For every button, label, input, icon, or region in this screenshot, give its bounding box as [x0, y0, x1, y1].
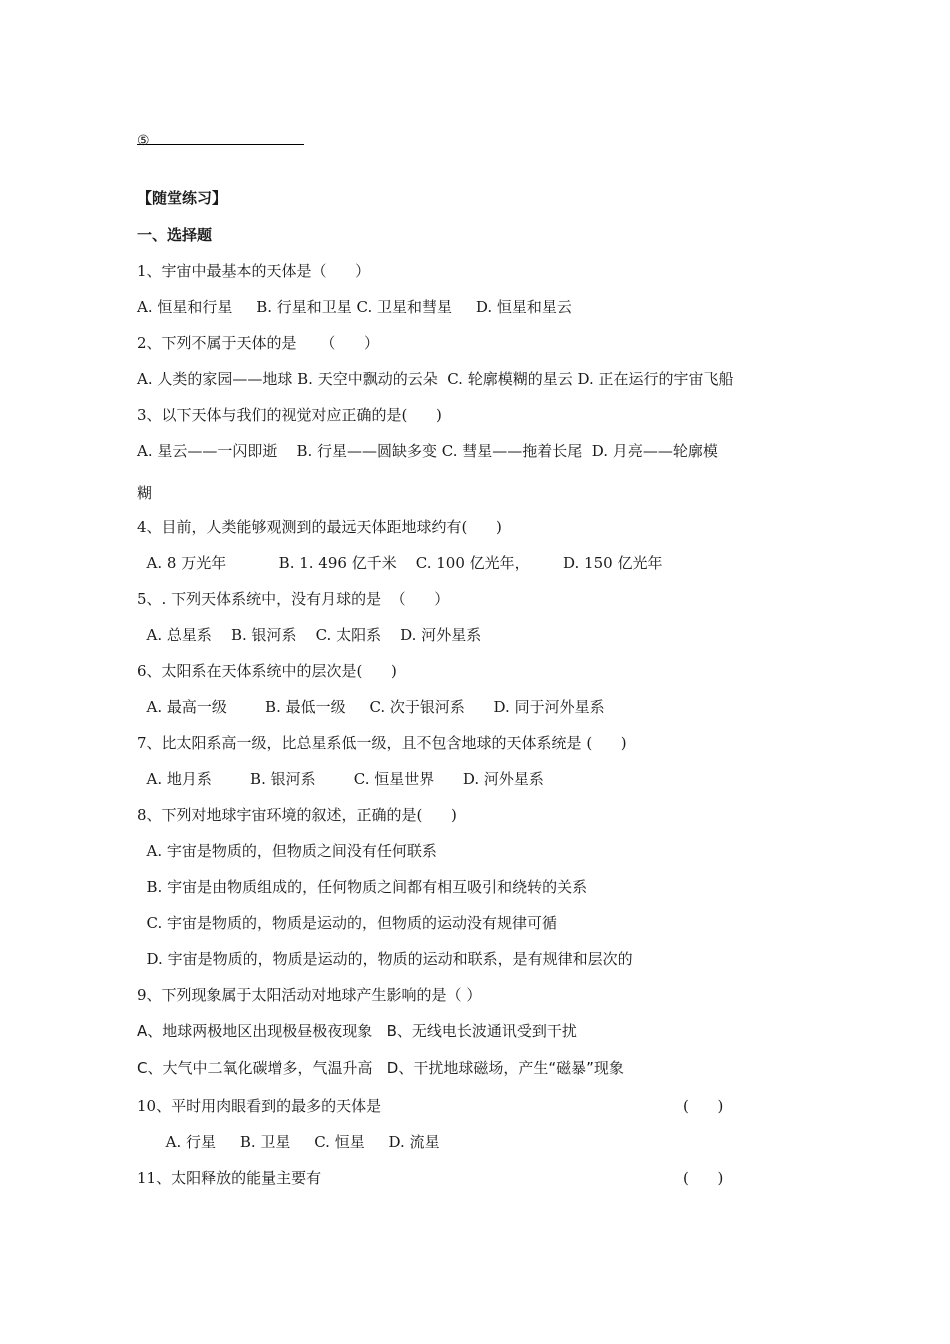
- question-7-options: A. 地月系 B. 银河系 C. 恒星世界 D. 河外星系: [137, 770, 544, 788]
- question-8-option-c: C. 宇宙是物质的，物质是运动的，但物质的运动没有规律可循: [137, 914, 558, 932]
- question-7: 7、比太阳系高一级，比总星系低一级，且不包含地球的天体系统是 ( ): [137, 734, 627, 752]
- question-1-options: A. 恒星和行星 B. 行星和卫星 C. 卫星和彗星 D. 恒星和星云: [137, 298, 572, 316]
- question-1: 1、宇宙中最基本的天体是（ ）: [137, 262, 371, 280]
- question-6-options: A. 最高一级 B. 最低一级 C. 次于银河系 D. 同于河外星系: [137, 698, 605, 716]
- subsection-title: 一、选择题: [137, 226, 213, 244]
- question-9-options-ab: A、地球两极地区出现极昼极夜现象 B、无线电长波通讯受到干扰: [137, 1022, 577, 1040]
- question-10-answer-paren: ( ): [683, 1097, 724, 1115]
- question-10-options: A. 行星 B. 卫星 C. 恒星 D. 流星: [137, 1133, 440, 1151]
- fill-in-blank-line: [137, 130, 304, 149]
- question-3-options: A. 星云——一闪即逝 B. 行星——圆缺多变 C. 彗星——拖着长尾 D. 月亮——轮廓模: [137, 442, 718, 460]
- question-11: 11、太阳释放的能量主要有: [137, 1169, 322, 1187]
- question-8-option-a: A. 宇宙是物质的，但物质之间没有任何联系: [137, 842, 437, 860]
- question-3-options-continued: 糊: [137, 484, 153, 502]
- question-9-options-cd: C、大气中二氧化碳增多，气温升高 D、干扰地球磁场，产生“磁暴”现象: [137, 1059, 624, 1077]
- question-2: 2、下列不属于天体的是 （ ）: [137, 334, 379, 352]
- question-8-option-d: D. 宇宙是物质的，物质是运动的，物质的运动和联系，是有规律和层次的: [137, 950, 633, 968]
- question-2-options: A. 人类的家园——地球 B. 天空中飘动的云朵 C. 轮廓模糊的星云 D. 正在运行的宇宙飞船: [137, 370, 734, 388]
- question-5: 5、. 下列天体系统中，没有月球的是 （ ）: [137, 590, 450, 608]
- question-9: 9、下列现象属于太阳活动对地球产生影响的是（ ）: [137, 986, 482, 1004]
- section-title: 【随堂练习】: [137, 189, 228, 207]
- question-6: 6、太阳系在天体系统中的层次是( ): [137, 662, 397, 680]
- question-5-options: A. 总星系 B. 银河系 C. 太阳系 D. 河外星系: [137, 626, 482, 644]
- question-4: 4、目前，人类能够观测到的最远天体距地球约有( ): [137, 518, 502, 536]
- question-8-option-b: B. 宇宙是由物质组成的，任何物质之间都有相互吸引和绕转的关系: [137, 878, 588, 896]
- question-11-answer-paren: ( ): [683, 1169, 724, 1187]
- question-3: 3、以下天体与我们的视觉对应正确的是( ): [137, 406, 442, 424]
- question-10: 10、平时用肉眼看到的最多的天体是: [137, 1097, 382, 1115]
- question-8: 8、下列对地球宇宙环境的叙述，正确的是( ): [137, 806, 457, 824]
- question-4-options: A. 8 万光年 B. 1. 496 亿千米 C. 100 亿光年， D. 150 亿光年: [137, 554, 663, 572]
- circled-number: ⑤: [137, 133, 150, 149]
